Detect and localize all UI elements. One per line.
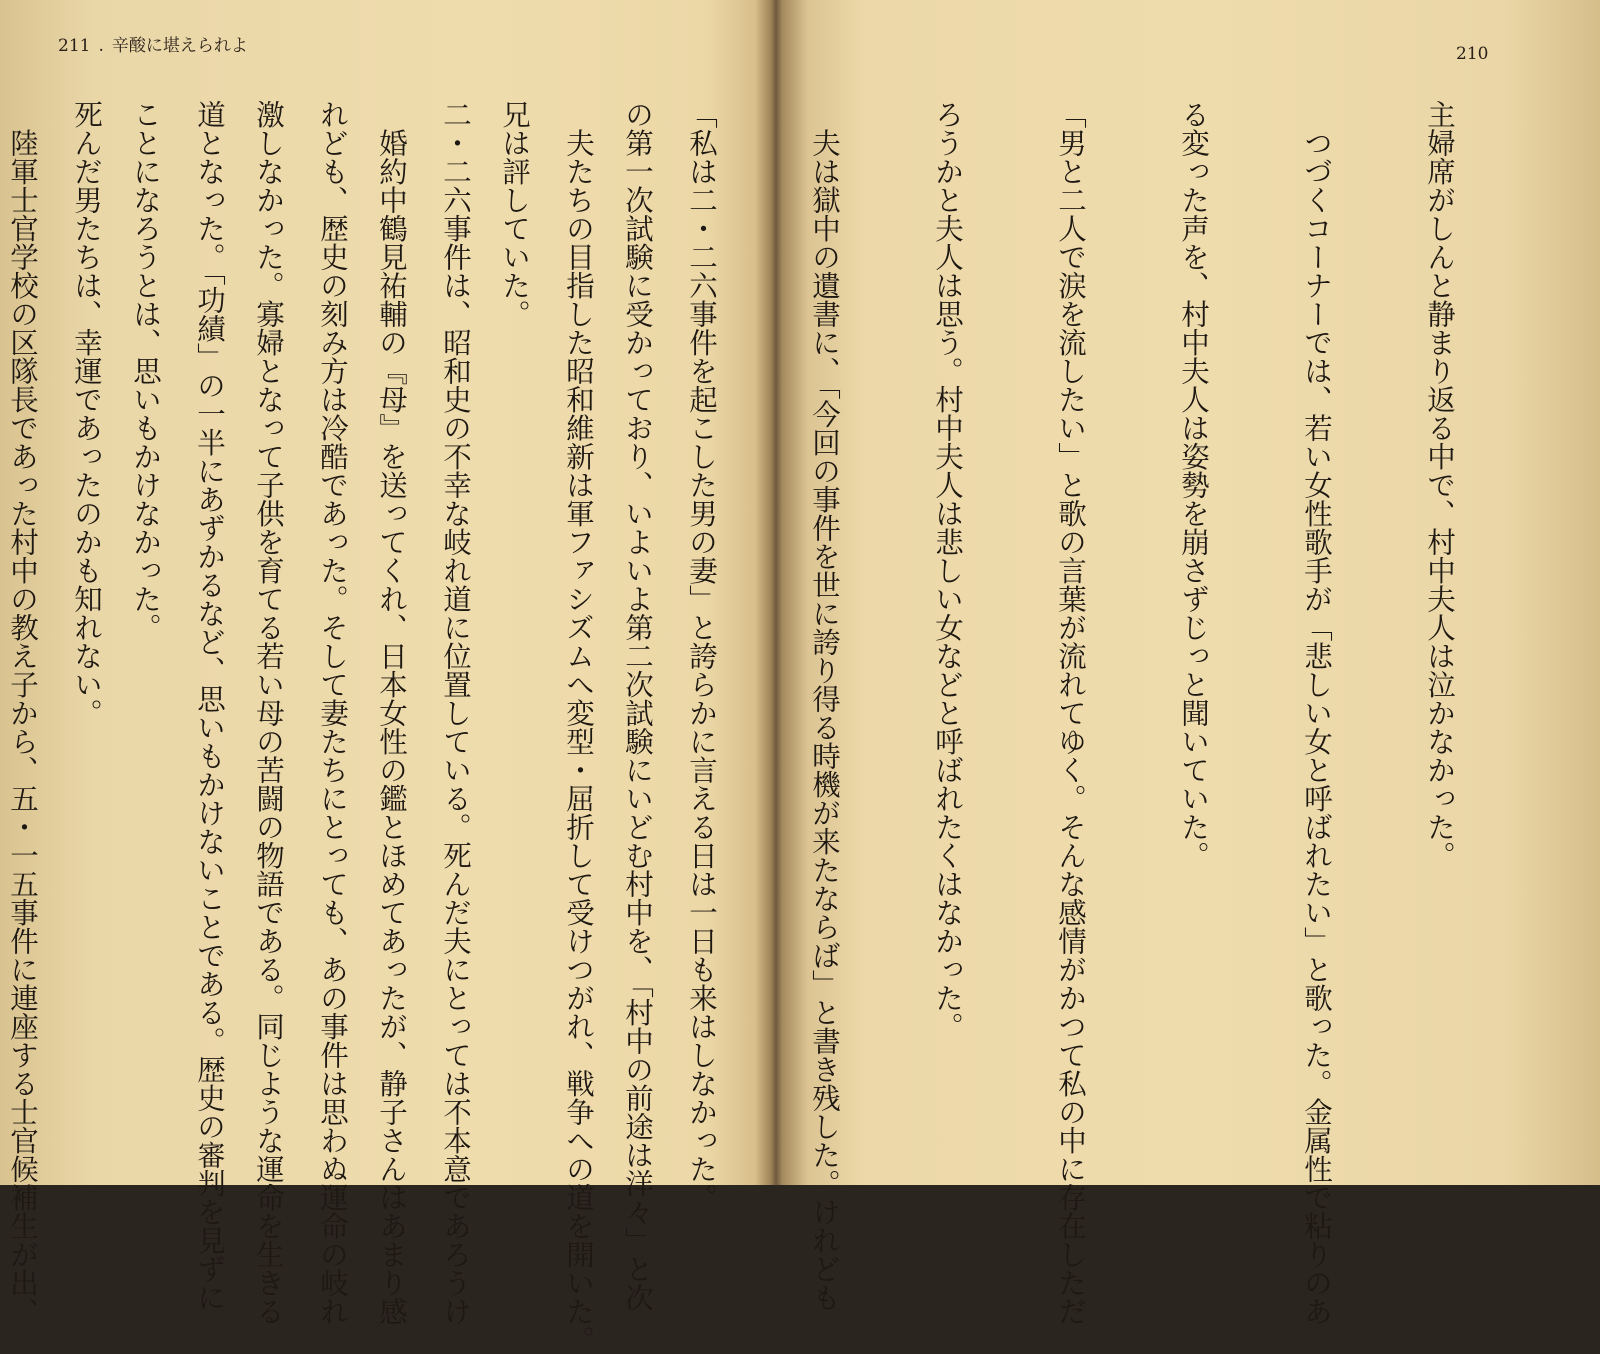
text-column: 陸軍士官学校の区隊長であった村中の教え子から、五・一五事件に連座する士官候補生が出、 xyxy=(6,100,39,1326)
text-column: れども、歴史の刻み方は冷酷であった。そして妻たちにとっても、あの事件は思わぬ運命の岐れ xyxy=(316,100,349,1326)
text-column: ことになろうとは、思いもかけなかった。 xyxy=(129,100,162,642)
text-column: 「男と二人で涙を流したい」と歌の言葉が流れてゆく。そんな感情がかつて私の中に存在しただ xyxy=(1054,100,1087,1326)
text-column: 婚約中鶴見祐輔の『母』を送ってくれ、日本女性の鑑とほめてあったが、静子さんはあまり感 xyxy=(375,100,408,1326)
text-column: 道となった。「功績」の一半にあずかるなど、思いもかけないことである。歴史の審判を見ずに xyxy=(193,100,226,1312)
running-title: 辛酸に堪えられよ xyxy=(111,36,248,56)
text-column: 激しなかった。寡婦となって子供を育てる若い母の苦闘の物語である。同じような運命を生きる xyxy=(252,100,285,1326)
text-column: 夫たちの目指した昭和維新は軍ファシズムへ変型・屈折して受けつがれ、戦争への道を開いた。 xyxy=(562,100,595,1354)
text-column: つづくコーナーでは、若い女性歌手が「悲しい女と呼ばれたい」と歌った。金属性で粘りのあ xyxy=(1300,100,1333,1326)
text-column: 夫は獄中の遺書に、「今回の事件を世に誇り得る時機が来たならば」と書き残した。けれども xyxy=(808,100,841,1312)
text-column: ろうかと夫人は思う。村中夫人は悲しい女などと呼ばれたくはなかった。 xyxy=(931,100,964,1041)
text-column: 「私は二・二六事件を起こした男の妻」と誇らかに言える日は一日も来はしなかった。 xyxy=(685,100,718,1212)
text-column: 兄は評していた。 xyxy=(498,100,531,328)
text-column: の第一次試験に受かっており、いよいよ第二次試験にいどむ村中を、「村中の前途は洋々」と次 xyxy=(621,100,654,1312)
page-number: 210 xyxy=(1456,44,1489,64)
text-column: 死んだ男たちは、幸運であったのかも知れない。 xyxy=(70,100,103,727)
text-column: 主婦席がしんと静まり返る中で、村中夫人は泣かなかった。 xyxy=(1423,100,1456,870)
running-head: 211 . 辛酸に堪えられよ xyxy=(58,36,248,56)
page-number: 211 xyxy=(58,36,91,56)
text-column: 二・二六事件は、昭和史の不幸な岐れ道に位置している。死んだ夫にとっては不本意であろうけ xyxy=(439,100,472,1326)
text-column: る変った声を、村中夫人は姿勢を崩さずじっと聞いていた。 xyxy=(1177,100,1210,870)
